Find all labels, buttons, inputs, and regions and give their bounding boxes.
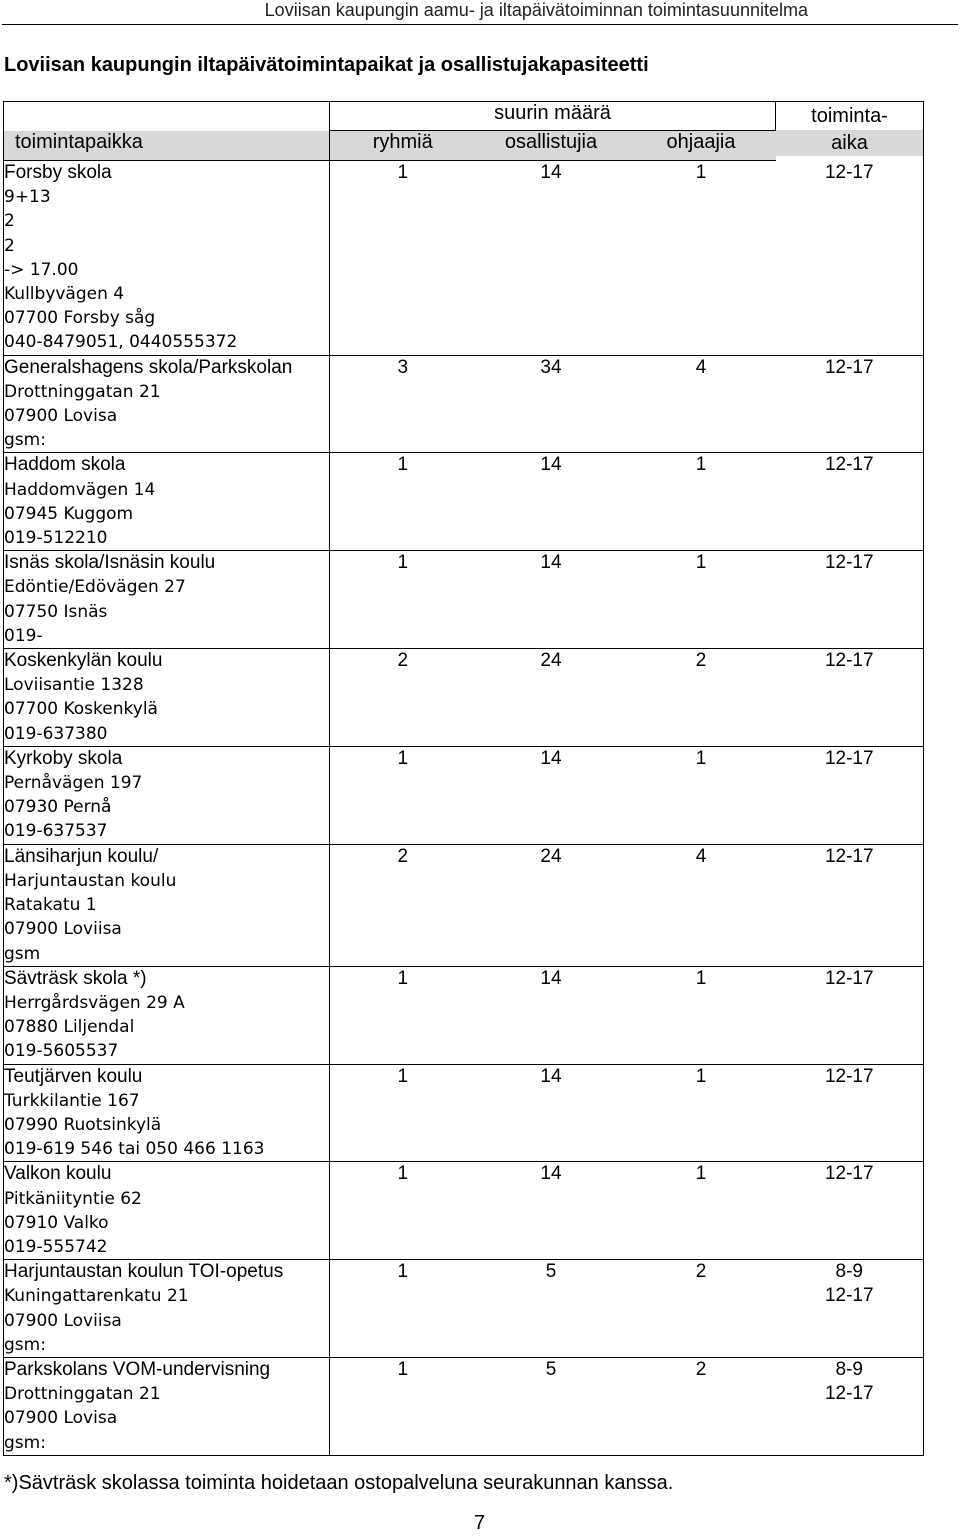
cell-groups: 1 <box>330 1064 476 1162</box>
cell-groups: 1 <box>330 966 476 1064</box>
place-detail-line: Edöntie/Edövägen 27 <box>4 577 186 598</box>
cell-instructors: 4 <box>627 355 776 453</box>
table-row <box>4 649 924 747</box>
place-detail-line: 9+13 <box>4 187 51 208</box>
cell-groups: 1 <box>330 1260 476 1358</box>
table-row <box>4 453 924 551</box>
place-detail-line: 019-637537 <box>4 821 108 842</box>
place-name: Teutjärven koulu <box>4 1065 143 1087</box>
place-detail-line: gsm: <box>4 1432 46 1453</box>
cell-participants: 5 <box>476 1357 627 1455</box>
cell-place <box>4 966 330 1064</box>
table-row <box>4 844 924 966</box>
place-name: Haddom skola <box>4 454 126 476</box>
cell-groups: 1 <box>330 161 476 356</box>
cell-place <box>4 1162 330 1260</box>
place-name: Generalshagens skola/Parkskolan <box>4 356 293 378</box>
place-detail-line: 07945 Kuggom <box>4 503 134 524</box>
place-detail-line: 07900 Loviisa <box>4 1310 122 1331</box>
footnote: *)Sävträsk skolassa toiminta hoidetaan ostopalveluna seurakunnan kanssa. <box>4 1472 674 1494</box>
time-range: 12-17 <box>824 845 874 867</box>
header-blank-cell <box>4 102 330 131</box>
header-participants: osallistujia <box>476 131 627 161</box>
cell-groups: 2 <box>330 844 476 966</box>
place-detail-line: 019-5605537 <box>4 1041 119 1062</box>
place-detail-line: 07750 Isnäs <box>4 601 108 622</box>
place-detail-line: 07700 Forsby såg <box>4 308 156 329</box>
cell-instructors: 1 <box>627 1064 776 1162</box>
place-name: Forsby skola <box>4 162 112 183</box>
place-detail-line: Kullbyvägen 4 <box>4 284 125 305</box>
cell-participants: 14 <box>476 966 627 1064</box>
place-detail-line: gsm <box>4 943 41 964</box>
time-range: 12-17 <box>824 1383 874 1405</box>
cell-participants: 14 <box>476 1064 627 1162</box>
place-detail-line: Loviisantie 1328 <box>4 675 144 696</box>
cell-operating-time <box>776 453 924 551</box>
cell-groups: 1 <box>330 453 476 551</box>
header-instructors: ohjaajia <box>627 131 776 161</box>
cell-place <box>4 355 330 453</box>
time-range: 12-17 <box>824 356 874 378</box>
header-time-line2: aika <box>776 130 923 156</box>
time-range: 12-17 <box>824 1163 874 1185</box>
cell-participants: 5 <box>476 1260 627 1358</box>
place-detail-line: 2 <box>4 211 15 232</box>
cell-place <box>4 551 330 649</box>
place-detail-line: -> 17.00 <box>4 259 79 280</box>
place-detail-line: 2 <box>4 235 15 256</box>
cell-participants: 14 <box>476 551 627 649</box>
cell-operating-time <box>776 1260 924 1358</box>
cell-place <box>4 161 330 356</box>
place-detail-line: Ratakatu 1 <box>4 895 97 916</box>
place-name: Sävträsk skola *) <box>4 967 147 989</box>
cell-instructors: 1 <box>627 161 776 356</box>
cell-instructors: 2 <box>627 1260 776 1358</box>
time-range: 8-9 <box>835 1261 863 1283</box>
place-detail-line: 07700 Koskenkylä <box>4 699 158 720</box>
place-detail-line: gsm: <box>4 1334 46 1355</box>
cell-place <box>4 1064 330 1162</box>
place-name: Kyrkoby skola <box>4 747 123 769</box>
cell-instructors: 1 <box>627 453 776 551</box>
place-name: Koskenkylän koulu <box>4 650 163 672</box>
cell-participants: 14 <box>476 746 627 844</box>
place-detail-line: 07900 Loviisa <box>4 919 122 940</box>
place-detail-line: 07900 Lovisa <box>4 406 118 427</box>
table-row <box>4 1162 924 1260</box>
cell-operating-time <box>776 551 924 649</box>
place-detail-line: gsm: <box>4 430 46 451</box>
cell-place <box>4 1260 330 1358</box>
cell-instructors: 1 <box>627 966 776 1064</box>
time-range: 12-17 <box>824 1065 874 1087</box>
place-detail-line: 019-637380 <box>4 723 108 744</box>
place-detail-line: Pitkäniityntie 62 <box>4 1188 142 1209</box>
place-detail-line: Pernåvägen 197 <box>4 773 143 794</box>
header-max-count: suurin määrä <box>330 102 776 131</box>
page-number: 7 <box>474 1512 486 1534</box>
cell-groups: 1 <box>330 1162 476 1260</box>
place-detail-line: 07900 Lovisa <box>4 1408 118 1429</box>
header-rule <box>2 24 958 25</box>
cell-operating-time <box>776 1357 924 1455</box>
cell-instructors: 1 <box>627 746 776 844</box>
cell-operating-time <box>776 1064 924 1162</box>
time-range: 12-17 <box>824 650 874 672</box>
table-row <box>4 746 924 844</box>
table-row <box>4 355 924 453</box>
cell-place <box>4 1357 330 1455</box>
cell-groups: 1 <box>330 551 476 649</box>
table-row <box>4 161 924 356</box>
place-detail-line: 07910 Valko <box>4 1212 109 1233</box>
capacity-table-body <box>4 161 924 1456</box>
table-row <box>4 551 924 649</box>
place-name: Harjuntaustan koulun TOI-opetus <box>4 1261 284 1283</box>
time-range: 12-17 <box>824 552 874 574</box>
place-detail-line: 07880 Liljendal <box>4 1017 135 1038</box>
place-name: Parkskolans VOM-undervisning <box>4 1358 271 1380</box>
cell-instructors: 4 <box>627 844 776 966</box>
place-detail-line: Herrgårdsvägen 29 A <box>4 992 185 1013</box>
cell-operating-time <box>776 746 924 844</box>
place-detail-line: Kuningattarenkatu 21 <box>4 1286 189 1307</box>
time-range: 12-17 <box>824 967 874 989</box>
cell-groups: 1 <box>330 746 476 844</box>
header-operating-time <box>776 102 924 161</box>
cell-groups: 3 <box>330 355 476 453</box>
cell-operating-time <box>776 649 924 747</box>
place-detail-line: 019-619 546 tai 050 466 1163 <box>4 1139 265 1160</box>
header-groups: ryhmiä <box>330 131 476 161</box>
cell-operating-time <box>776 844 924 966</box>
page-heading: Loviisan kaupungin iltapäivätoimintapaikat ja osallistujakapasiteetti <box>4 54 649 76</box>
cell-instructors: 2 <box>627 1357 776 1455</box>
cell-participants: 14 <box>476 453 627 551</box>
cell-place <box>4 453 330 551</box>
cell-participants: 34 <box>476 355 627 453</box>
table-row <box>4 1357 924 1455</box>
place-name: Valkon koulu <box>4 1163 112 1185</box>
running-header: Loviisan kaupungin aamu- ja iltapäivätoiminnan toimintasuunnitelma <box>264 0 808 20</box>
header-place: toimintapaikka <box>4 131 330 161</box>
cell-instructors: 2 <box>627 649 776 747</box>
place-detail-line: Turkkilantie 167 <box>4 1090 140 1111</box>
cell-place <box>4 649 330 747</box>
cell-place <box>4 844 330 966</box>
table-header-row-top <box>4 102 924 131</box>
place-name: Isnäs skola/Isnäsin koulu <box>4 552 216 574</box>
cell-instructors: 1 <box>627 551 776 649</box>
time-range: 12-17 <box>824 454 874 476</box>
cell-participants: 14 <box>476 161 627 356</box>
table-row <box>4 966 924 1064</box>
header-time-line1: toiminta- <box>811 105 888 127</box>
place-detail-line: Harjuntaustan koulu <box>4 870 177 891</box>
place-detail-line: 07930 Pernå <box>4 797 112 818</box>
cell-groups: 1 <box>330 1357 476 1455</box>
table-row <box>4 1260 924 1358</box>
time-range: 12-17 <box>824 1285 874 1307</box>
capacity-table <box>3 101 924 1456</box>
cell-operating-time <box>776 355 924 453</box>
cell-participants: 24 <box>476 844 627 966</box>
cell-groups: 2 <box>330 649 476 747</box>
cell-participants: 24 <box>476 649 627 747</box>
place-name: Länsiharjun koulu/ <box>4 845 159 867</box>
table-row <box>4 1064 924 1162</box>
place-detail-line: 07990 Ruotsinkylä <box>4 1114 162 1135</box>
cell-operating-time <box>776 966 924 1064</box>
place-detail-line: Drottninggatan 21 <box>4 381 161 402</box>
cell-operating-time <box>776 1162 924 1260</box>
time-range: 8-9 <box>835 1358 863 1380</box>
place-detail-line: Haddomvägen 14 <box>4 479 156 500</box>
place-detail-line: 019- <box>4 625 43 646</box>
place-detail-line: 040-8479051, 0440555372 <box>4 332 238 353</box>
place-detail-line: 019-555742 <box>4 1236 108 1257</box>
place-detail-line: Drottninggatan 21 <box>4 1384 161 1405</box>
cell-place <box>4 746 330 844</box>
place-detail-line: 019-512210 <box>4 528 108 549</box>
time-range: 12-17 <box>824 747 874 769</box>
time-range: 12-17 <box>824 161 874 183</box>
cell-participants: 14 <box>476 1162 627 1260</box>
cell-instructors: 1 <box>627 1162 776 1260</box>
cell-operating-time <box>776 161 924 356</box>
